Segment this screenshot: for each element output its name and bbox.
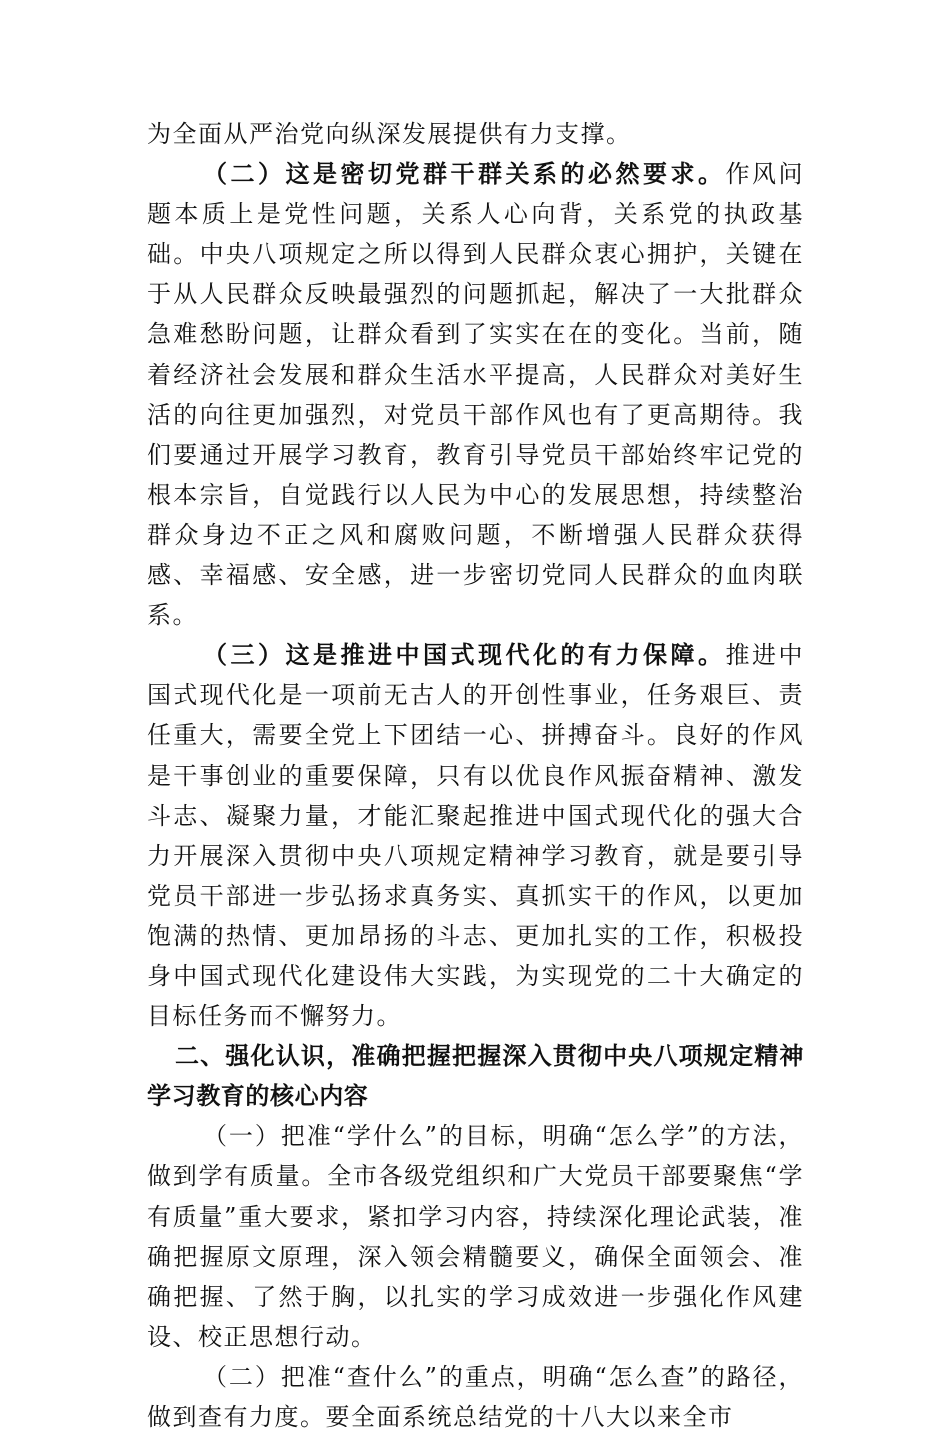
paragraph-text: （二）把准“查什么”的重点，明确“怎么查”的路径，做到查有力度。要全面系统总结党的十八大以来全市 [147, 1362, 804, 1431]
paragraph-section-3 [147, 635, 804, 1036]
paragraph-subsection-2 [147, 1357, 804, 1437]
document-body [147, 114, 804, 1437]
paragraph-text: （一）把准“学什么”的目标，明确“怎么学”的方法，做到学有质量。全市各级党组织和广大党员干部要聚焦“学有质量”重大要求，紧扣学习内容，持续深化理论武装，准确把握原文原理，深入领会精髓要义，确保全面领会、准确把握、了然于胸，以扎实的学习成效进一步强化作风建设、校正思想行动。 [147, 1122, 804, 1351]
paragraph-subsection-1 [147, 1116, 804, 1357]
paragraph-text: 推进中国式现代化是一项前无古人的开创性事业，任务艰巨、责任重大，需要全党上下团结一心、拼搏奋斗。良好的作风是干事创业的重要保障，只有以优良作风振奋精神、激发斗志、凝聚力量，才能汇聚起推进中国式现代化的强大合力开展深入贯彻中央八项规定精神学习教育，就是要引导党员干部进一步弘扬求真务实、真抓实干的作风，以更加饱满的热情、更加昂扬的斗志、更加扎实的工作，积极投身中国式现代化建设伟大实践，为实现党的二十大确定的目标任务而不懈努力。 [147, 641, 804, 1031]
paragraph-section-2 [147, 154, 804, 635]
section-heading-2: 二、强化认识，准确把握把握深入贯彻中央八项规定精神学习教育的核心内容 [147, 1042, 804, 1111]
paragraph-text: 作风问题本质上是党性问题，关系人心向背，关系党的执政基础。中央八项规定之所以得到人民群众衷心拥护，关键在于从人民群众反映最强烈的问题抓起，解决了一大批群众急难愁盼问题，让群众看到了实实在在的变化。当前，随着经济社会发展和群众生活水平提高，人民群众对美好生活的向往更加强烈，对党员干部作风也有了更高期待。我们要通过开展学习教育，教育引导党员干部始终牢记党的根本宗旨，自觉践行以人民为中心的发展思想，持续整治群众身边不正之风和腐败问题，不断增强人民群众获得感、幸福感、安全感，进一步密切党同人民群众的血肉联系。 [147, 160, 804, 630]
paragraph-continuation [147, 114, 804, 154]
paragraph-lead: （三）这是推进中国式现代化的有力保障。 [203, 640, 726, 670]
paragraph-text: 为全面从严治党向纵深发展提供有力支撑。 [147, 120, 632, 148]
paragraph-lead: （二）这是密切党群干群关系的必然要求。 [203, 159, 726, 189]
